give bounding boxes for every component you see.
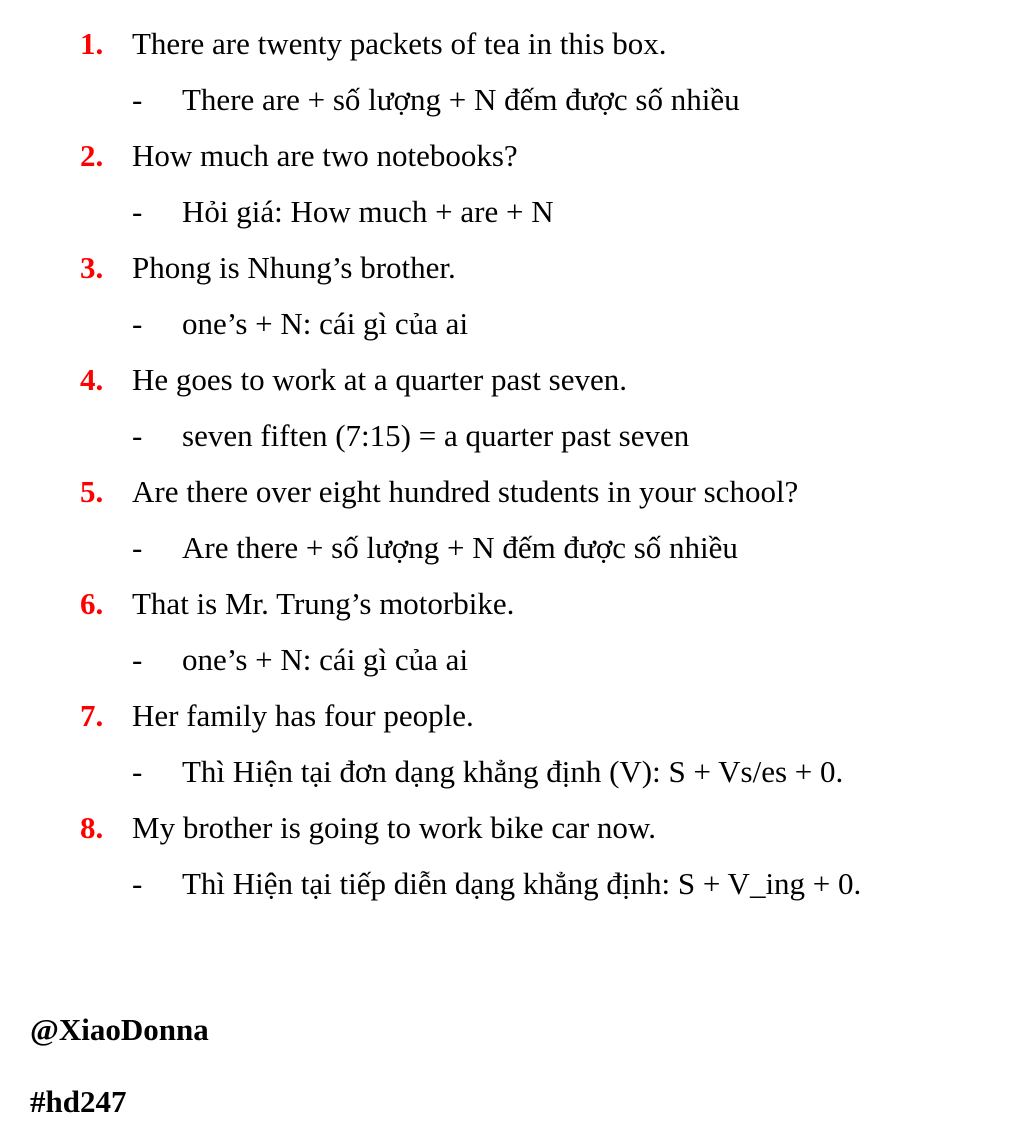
bullet-dash: - — [132, 194, 143, 229]
answer-sentence: There are twenty packets of tea in this box. — [132, 26, 667, 61]
explanation-text: Thì Hiện tại đơn dạng khẳng định (V): S + Vs/es + 0. — [182, 754, 844, 789]
hashtag: #hd247 — [30, 1084, 127, 1119]
item-number: 7. — [80, 698, 104, 733]
answer-sentence: Phong is Nhung’s brother. — [132, 250, 456, 285]
explanation-line — [0, 302, 1024, 358]
bullet-dash: - — [132, 306, 143, 341]
bullet-dash: - — [132, 866, 143, 901]
answer-sentence: He goes to work at a quarter past seven. — [132, 362, 627, 397]
item-number: 5. — [80, 474, 104, 509]
explanation-line — [0, 638, 1024, 694]
explanation-line — [0, 750, 1024, 806]
answer-sentence: Are there over eight hundred students in your school? — [132, 474, 799, 509]
explanation-text: seven fiften (7:15) = a quarter past seven — [182, 418, 690, 453]
answer-list — [0, 22, 1024, 918]
explanation-line — [0, 414, 1024, 470]
bullet-dash: - — [132, 418, 143, 453]
answer-sentence: That is Mr. Trung’s motorbike. — [132, 586, 515, 621]
list-item — [0, 358, 1024, 414]
explanation-text: one’s + N: cái gì của ai — [182, 306, 469, 341]
bullet-dash: - — [132, 754, 143, 789]
list-item — [0, 582, 1024, 638]
explanation-line — [0, 526, 1024, 582]
item-number: 8. — [80, 810, 104, 845]
explanation-text: one’s + N: cái gì của ai — [182, 642, 469, 677]
explanation-text: Are there + số lượng + N đếm được số nhiều — [182, 530, 738, 565]
answer-sentence: Her family has four people. — [132, 698, 474, 733]
item-number: 2. — [80, 138, 104, 173]
explanation-line — [0, 190, 1024, 246]
answer-sentence: How much are two notebooks? — [132, 138, 518, 173]
list-item — [0, 134, 1024, 190]
item-number: 6. — [80, 586, 104, 621]
explanation-line — [0, 862, 1024, 918]
explanation-text: Hỏi giá: How much + are + N — [182, 194, 554, 229]
item-number: 3. — [80, 250, 104, 285]
answer-sentence: My brother is going to work bike car now. — [132, 810, 657, 845]
list-item — [0, 246, 1024, 302]
bullet-dash: - — [132, 642, 143, 677]
list-item — [0, 694, 1024, 750]
author-signature: @XiaoDonna — [30, 1012, 209, 1047]
list-item — [0, 470, 1024, 526]
item-number: 1. — [80, 26, 104, 61]
bullet-dash: - — [132, 530, 143, 565]
item-number: 4. — [80, 362, 104, 397]
explanation-line — [0, 78, 1024, 134]
list-item — [0, 806, 1024, 862]
list-item — [0, 22, 1024, 78]
bullet-dash: - — [132, 82, 143, 117]
explanation-text: Thì Hiện tại tiếp diễn dạng khẳng định: S + V_ing + 0. — [182, 866, 862, 901]
explanation-text: There are + số lượng + N đếm được số nhiều — [182, 82, 740, 117]
